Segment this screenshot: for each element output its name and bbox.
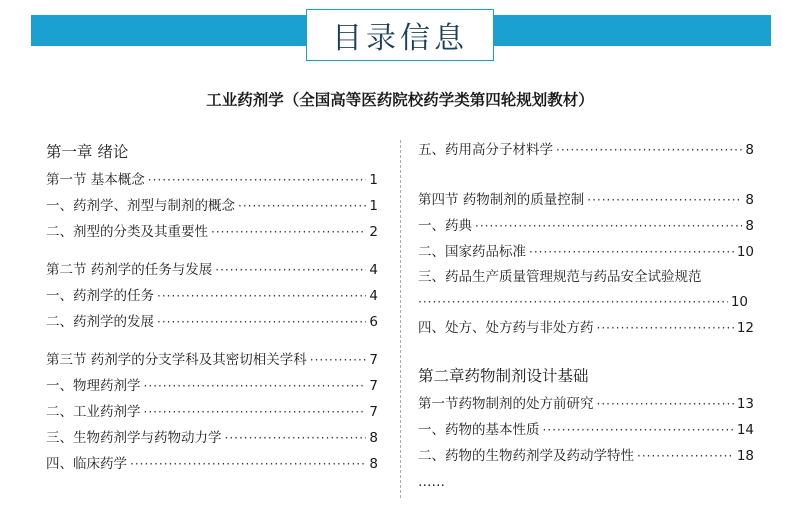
- toc-entry: [418, 137, 754, 163]
- toc-entry-text: 一、物理药剂学: [46, 378, 141, 394]
- toc-entry: [418, 315, 754, 341]
- toc-entry: [418, 187, 754, 213]
- toc-entry-text: 第三节 药剂学的分支学科及其密切相关学科: [46, 352, 307, 368]
- toc-entry: [46, 257, 378, 283]
- column-divider: [400, 140, 401, 498]
- toc-page-number: 18: [736, 448, 754, 464]
- toc-entry-text: 四、处方、处方药与非处方药: [418, 320, 594, 336]
- toc-entry-text: 二、剂型的分类及其重要性: [46, 224, 208, 240]
- toc-entry-text: 四、临床药学: [46, 456, 127, 472]
- toc-entry-text: 一、药剂学的任务: [46, 288, 154, 304]
- toc-entry: [46, 425, 378, 451]
- toc-leader-dots: [211, 219, 366, 245]
- toc-entry-text: 第一节药物制剂的处方前研究: [418, 396, 594, 412]
- toc-entry-text: 三、药品生产质量管理规范与药品安全试验规范: [418, 269, 702, 285]
- toc-page-number: 13: [736, 396, 754, 412]
- toc-entry: [418, 213, 754, 239]
- toc-entry-text: 一、药剂学、剂型与制剂的概念: [46, 198, 235, 214]
- toc-entry: [418, 417, 754, 443]
- toc-page-number: 8: [745, 142, 754, 158]
- toc-chapter-heading: [46, 137, 378, 167]
- toc-page-number: 6: [369, 314, 378, 330]
- toc-entry: [418, 239, 754, 265]
- toc-page-number: 4: [369, 288, 378, 304]
- toc-leader-dots: [418, 289, 728, 315]
- toc-page-number: 1: [369, 198, 378, 214]
- toc-left-column: [46, 137, 378, 477]
- toc-entry-text: 一、药典: [418, 218, 472, 234]
- toc-page-number: 8: [369, 456, 378, 472]
- toc-leader-dots: [587, 187, 742, 213]
- toc-leader-dots: [157, 283, 366, 309]
- toc-entry: [46, 373, 378, 399]
- toc-leader-dots: [556, 137, 742, 163]
- toc-leader-dots: [144, 373, 367, 399]
- toc-entry: [418, 391, 754, 417]
- toc-entry-text: 三、生物药剂学与药物动力学: [46, 430, 222, 446]
- toc-entry: [46, 219, 378, 245]
- toc-page-number: 8: [745, 192, 754, 208]
- toc-entry: [46, 451, 378, 477]
- toc-leader-dots: [225, 425, 367, 451]
- toc-entry-text: 第一节 基本概念: [46, 172, 145, 188]
- toc-page-number: 7: [369, 378, 378, 394]
- book-title: 工业药剂学（全国高等医药院校药学类第四轮规划教材）: [206, 91, 594, 109]
- toc-chapter-heading: [418, 361, 754, 391]
- toc-entry: [46, 309, 378, 335]
- toc-right-column: [418, 137, 754, 495]
- toc-entry-text: 第二节 药剂学的任务与发展: [46, 262, 213, 278]
- toc-entry-text: 二、国家药品标准: [418, 244, 526, 260]
- toc-page-number: 14: [736, 422, 754, 438]
- toc-page-number: 10: [736, 244, 754, 260]
- toc-page-number: 8: [745, 218, 754, 234]
- toc-leader-dots: [157, 309, 366, 335]
- toc-leader-dots: [130, 451, 366, 477]
- toc-leader-dots: [543, 417, 734, 443]
- toc-entry-text: 第一章 绪论: [46, 143, 129, 161]
- toc-page-number: 12: [736, 320, 754, 336]
- toc-leader-dots: [597, 391, 734, 417]
- banner-title: 目录信息: [332, 21, 468, 56]
- toc-page-number: 8: [369, 430, 378, 446]
- toc-entry-text: 五、药用高分子材料学: [418, 142, 553, 158]
- toc-leader-dots: [597, 315, 734, 341]
- toc-leader-dots: [215, 257, 366, 283]
- toc-leader-dots: [475, 213, 742, 239]
- toc-page-number: 10: [730, 294, 748, 310]
- toc-leader-dots: [310, 347, 367, 373]
- toc-entry-text: ……: [418, 474, 445, 490]
- toc-entry-text: 一、药物的基本性质: [418, 422, 540, 438]
- toc-leader-dots: [637, 443, 734, 469]
- toc-entry: [46, 347, 378, 373]
- toc-entry-text: 二、工业药剂学: [46, 404, 141, 420]
- header-title-box: [306, 9, 494, 61]
- toc-entry-text: 二、药剂学的发展: [46, 314, 154, 330]
- toc-page-number: 7: [369, 352, 378, 368]
- toc-entry: [418, 443, 754, 469]
- toc-entry: [46, 283, 378, 309]
- toc-leader-dots: [529, 239, 734, 265]
- toc-page-number: 1: [369, 172, 378, 188]
- toc-entry-text: 第二章药物制剂设计基础: [418, 367, 589, 385]
- toc-leader-dots: [148, 167, 367, 193]
- toc-entry: [46, 167, 378, 193]
- toc-entry: [46, 193, 378, 219]
- toc-entry-text: 第四节 药物制剂的质量控制: [418, 192, 585, 208]
- toc-page-number: 4: [369, 262, 378, 278]
- toc-leader-dots: [238, 193, 366, 219]
- toc-page-number: 2: [369, 224, 378, 240]
- toc-ellipsis: [418, 469, 754, 495]
- toc-leader-dots: [144, 399, 367, 425]
- toc-entry-text: 二、药物的生物药剂学及药动学特性: [418, 448, 634, 464]
- toc-entry: [418, 289, 754, 315]
- toc-page-number: 7: [369, 404, 378, 420]
- toc-entry: [46, 399, 378, 425]
